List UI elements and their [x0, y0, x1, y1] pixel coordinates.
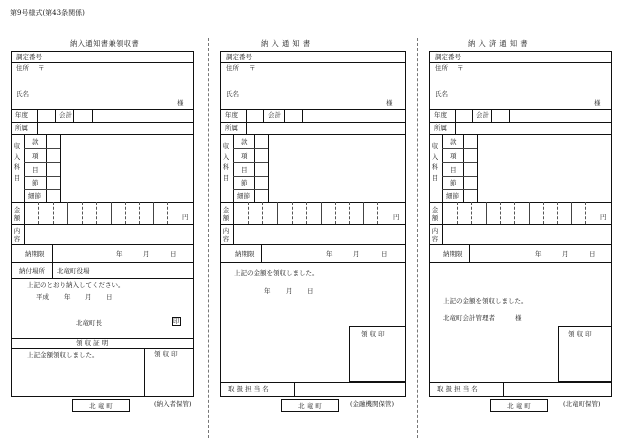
postal-mark: 〒 — [38, 64, 45, 72]
label-deadline: 納期限 — [25, 250, 45, 258]
label-address: 住所 — [16, 64, 29, 72]
honorific: 様 — [177, 99, 184, 107]
seal: 印 — [173, 317, 180, 325]
handler-label: 取 扱 担 当 名 — [228, 385, 269, 393]
footer-town: 北 竜 町 — [281, 399, 339, 412]
notice-message: 上記のとおり納入してください。 — [27, 281, 125, 289]
date-line-month: 月 — [85, 293, 92, 301]
notice-message: 上記の金額を領収しました。 — [234, 269, 319, 277]
cat-kou: 項 — [32, 152, 39, 160]
label-name: 氏名 — [226, 90, 239, 98]
issuer: 北竜町長 — [76, 319, 102, 327]
cat-saisetsu: 細節 — [446, 192, 459, 200]
handler-label: 取 扱 担 当 名 — [437, 385, 478, 393]
form-title: 納入通知書兼領収書 — [70, 39, 140, 48]
keep-note: (金融機関保管) — [350, 400, 395, 408]
date-line-year: 年 — [264, 287, 271, 295]
honorific: 様 — [386, 99, 393, 107]
label-amount: 金 額 — [222, 207, 230, 222]
postal-mark: 〒 — [457, 64, 464, 72]
cat-moku: 目 — [450, 166, 457, 174]
label-address: 住所 — [435, 64, 448, 72]
cat-kan: 款 — [450, 138, 457, 146]
date-month: 月 — [353, 250, 360, 258]
label-belong: 所属 — [15, 124, 28, 132]
form-title: 納 入 通 知 書 — [261, 39, 311, 48]
label-year: 年度 — [434, 111, 447, 119]
date-year: 年 — [326, 250, 333, 258]
form-title: 納 入 済 通 知 書 — [468, 39, 529, 48]
receipt-stamp-label: 領 収 印 — [568, 330, 592, 338]
cat-moku: 目 — [241, 166, 248, 174]
date-day: 日 — [170, 250, 177, 258]
cat-saisetsu: 細節 — [28, 192, 41, 200]
date-era: 平成 — [36, 293, 49, 301]
cat-setsu: 節 — [241, 179, 248, 187]
date-day: 日 — [589, 250, 596, 258]
vertical-category: 収 入 科 目 — [431, 143, 439, 182]
label-address: 住所 — [226, 64, 239, 72]
date-line-month: 月 — [286, 287, 293, 295]
honorific: 様 — [594, 99, 601, 107]
cat-setsu: 節 — [450, 179, 457, 187]
receipt-message: 上記金額領収しました。 — [27, 351, 99, 359]
cat-moku: 目 — [32, 166, 39, 174]
label-payment-place: 納付場所 — [19, 267, 45, 275]
cat-kan: 款 — [32, 138, 39, 146]
receipt-stamp-label: 領 収 印 — [361, 330, 385, 338]
label-deadline: 納期限 — [443, 250, 463, 258]
date-year: 年 — [116, 250, 123, 258]
label-id: 調定番号 — [435, 53, 461, 61]
cat-saisetsu: 細節 — [237, 192, 250, 200]
postal-mark: 〒 — [249, 64, 256, 72]
label-content: 内 容 — [222, 228, 230, 243]
yen-unit: 円 — [182, 213, 189, 221]
treasurer: 北竜町会計管理者 — [443, 314, 495, 322]
payment-place: 北竜町役場 — [57, 267, 90, 275]
label-content: 内 容 — [13, 228, 21, 243]
cut-line — [208, 38, 209, 438]
vertical-category: 収 入 科 目 — [222, 143, 230, 182]
keep-note: (北竜町保管) — [563, 400, 601, 408]
date-line-year: 年 — [64, 293, 71, 301]
cat-kan: 款 — [241, 138, 248, 146]
label-year: 年度 — [15, 111, 28, 119]
cut-line — [417, 38, 418, 438]
label-content: 内 容 — [431, 228, 439, 243]
date-month: 月 — [562, 250, 569, 258]
label-account: 会計 — [268, 111, 281, 119]
date-month: 月 — [143, 250, 150, 258]
vertical-category: 収 入 科 目 — [13, 143, 21, 182]
label-name: 氏名 — [16, 90, 29, 98]
cat-kou: 項 — [241, 152, 248, 160]
notice-message: 上記の金額を領収しました。 — [443, 297, 528, 305]
label-deadline: 納期限 — [235, 250, 255, 258]
date-line-day: 日 — [307, 287, 314, 295]
yen-unit: 円 — [393, 213, 400, 221]
date-day: 日 — [381, 250, 388, 258]
label-account: 会計 — [59, 111, 72, 119]
cat-kou: 項 — [450, 152, 457, 160]
label-belong: 所属 — [434, 124, 447, 132]
footer-town: 北 竜 町 — [490, 399, 548, 412]
footer-town: 北 竜 町 — [72, 399, 130, 412]
label-id: 調定番号 — [226, 53, 252, 61]
yen-unit: 円 — [600, 213, 607, 221]
form-number: 第9号様式(第43条関係) — [10, 9, 85, 17]
label-amount: 金 額 — [431, 207, 439, 222]
label-belong: 所属 — [225, 124, 238, 132]
label-account: 会計 — [476, 111, 489, 119]
treasurer-honorific: 様 — [515, 314, 522, 322]
keep-note: (納入者保管) — [154, 400, 192, 408]
date-line-day: 日 — [106, 293, 113, 301]
label-name: 氏名 — [435, 90, 448, 98]
label-year: 年度 — [225, 111, 238, 119]
cat-setsu: 節 — [32, 179, 39, 187]
label-amount: 金 額 — [13, 207, 21, 222]
receipt-stamp-label: 領 収 印 — [154, 350, 178, 358]
date-year: 年 — [535, 250, 542, 258]
label-id: 調定番号 — [16, 53, 42, 61]
receipt-title: 領 収 証 明 — [76, 339, 109, 347]
